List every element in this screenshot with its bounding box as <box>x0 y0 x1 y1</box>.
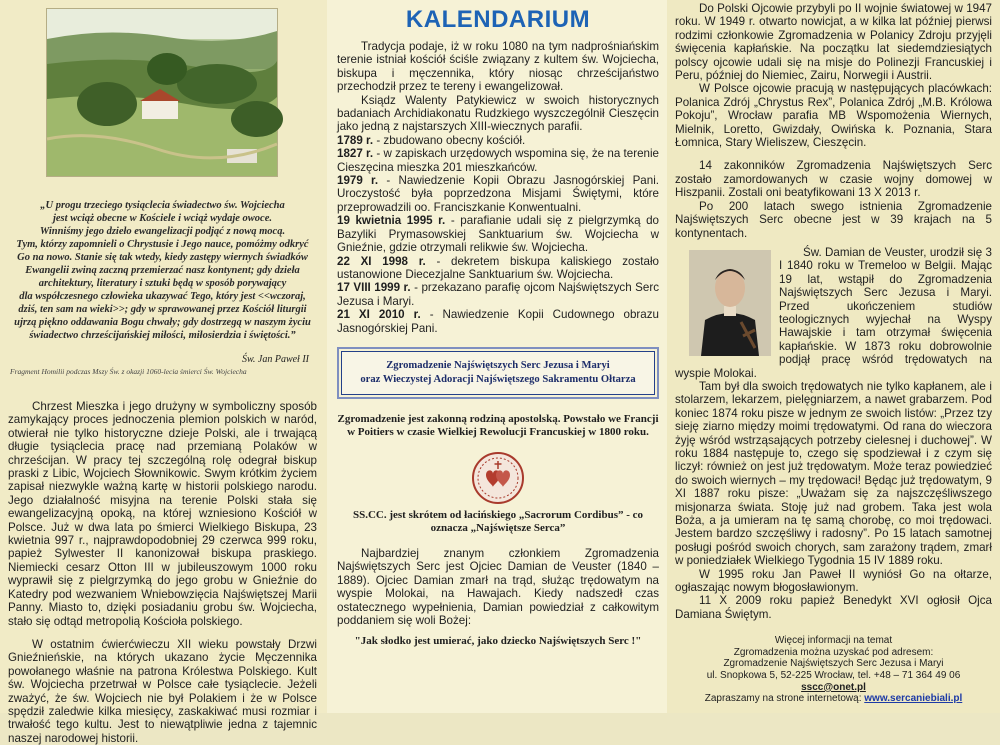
congregation-title-box <box>341 351 655 395</box>
quote-line: jest wciąż obecne w Kościele i wciąż wydaje owoce. <box>52 213 272 224</box>
quote-line: Ewangelii zwiną zacznq przemierzać nasz kontynent; gdy dzieła <box>25 265 300 276</box>
quote-line: „U progu trzeciego tysiąclecia świadectwo św. Wojciecha <box>40 200 285 211</box>
paragraph-damian-work: Tam był dla swoich trędowatych nie tylko kapłanem, ale i stolarzem, lekarzem, pielęgniarzem, a nawet grabarzem. Pod koniec 1874 roku pisze w jednym ze swoich listów: „Przez tzy sieję ziarno między moimi trędowatymi. Od rana do wieczora żyję wśród wstrząsających potrzeby cielesnej i duchowej”. W roku 1884 następuje to, czego się spodziewał i z czym się liczył: również on jest już trędowatym. Może teraz powiedzieć do swoich wiernych – my trędowaci! Będąc już trędowatym, 9 XI 1887 roku pisze: „Uważam się za najszczęśliwszego misjonarza świata. Stoję już nad grobem. Taka jest wola Boża, a ja umieram na tę samą chorobę, co moi trędowaci. Jestem bardzo szczęśliwy i radosny”. Po 15 latach samotnej posługi pośród swoich chorych, sam zarażony trądem, zmarł w poniedziałek Wielkiego Tygodnia 15 IV 1889 roku. <box>675 379 992 568</box>
website-link[interactable]: www.sercaniebiali.pl <box>864 693 963 705</box>
quote-line: dziś, ten sam na wieki>>; gdy w sprawowanej przez Kościół liturgii <box>18 304 307 315</box>
calendar-entry: 1789 r. - zbudowano obecny kościół. <box>337 133 526 147</box>
quote-line: ujrzą piękno oddawania Bogu chwały; gdy dostrzegą w naszym życiu <box>14 317 311 328</box>
quote-signature: Św. Jan Paweł II <box>241 354 309 365</box>
paragraph-martyrs: 14 zakonników Zgromadzenia Najświętszych Serc zostało zamordowanych w czasie wojny domowej w Hiszpanii. Zostali oni beatyfikowani 13 X 2013 r. <box>675 159 992 200</box>
right-panel <box>667 0 1000 713</box>
paragraph-canonization: 11 X 2009 roku papież Benedykt XVI ogłosił Ojca Damiana Świętym. <box>675 594 992 621</box>
middle-panel <box>327 0 667 713</box>
calendar-entry: 1827 r. - w zapiskach urzędowych wspomina się, że na terenie Cieszęcina mieszka 201 mieszkańców. <box>337 147 660 174</box>
congregation-intro: Zgromadzenie jest zakonną rodziną apostolską. Powstało we Francji w Poitiers w czasie Wielkiej Rewolucji Francuskiej w 1800 roku. <box>337 412 659 438</box>
quote-source: Fragment Homilii podczas Mszy Św. z okazji 1060-lecia śmierci Św. Wojciecha <box>10 367 247 376</box>
contact-line: Zapraszamy na strone internetową: www.sercaniebiali.pl <box>704 693 963 705</box>
contact-line: Więcej informacji na temat <box>774 635 893 647</box>
quote-line: Go na nowo. Stanie się tak wtedy, kiedy zastępy wiernych świadków <box>17 252 308 263</box>
closing-quote: "Jak słodko jest umierać, jako dziecko Najświętszych Serc !" <box>354 635 642 648</box>
paragraph-baptism: Chrzest Mieszka i jego drużyny w symboliczny sposób zamykający proces jednoczenia plemion polskich w naród, otwierał nie tylko historyczne dzieje Polski, ale i trwającą długie tysiąclecia pracę nad przemianą Polaków w chrześcijan. W pracy tej szczególną rolę odegrał biskup praski z Libic, Wojciech Słownikowic. Swym krótkim życiem zapisał niezwykle ważną kartę w historii polskiego narodu. Jego działalność misyjna na terenie Polski stała się ewangelizacyjną opoką, na której wzniesiono Kościół w Polsce. Już w dwa lata po śmierci Wielkiego Biskupa, 23 kwietnia 997 r., najprawdopodobniej 29 czerwca 999 roku, papież Sylwester II kanonizował biskupa praskiego. Niemiecki cesarz Otton III w jubileuszowym 1000 roku wyprawił się z pielgrzymką do jego grobu w Gnieźnie do Katedry pod wezwaniem Wniebowzięcia Najświętszej Marii Panny. Miasto to, dzięki posiadaniu grobu św. Wojciecha, stało się odtąd metropolią Kościoła polskiego. <box>8 400 317 628</box>
quote-line: Winniśmy jego dzieło ewangelizacji podjąć z nową mocą. <box>39 226 286 237</box>
contact-line: ul. Snopkowa 5, 52-225 Wrocław, tel. +48 – 71 364 49 06 <box>706 670 961 682</box>
sscc-abbreviation: SS.CC. jest skrótem od łacińskiego „Sacrorum Cordibus” - co oznacza „Najświętsze Serca” <box>352 508 644 534</box>
left-panel <box>0 0 327 745</box>
paragraph-gniezno-doors: W ostatnim ćwierćwieczu XII wieku powstały Drzwi Gnieźnieńskie, na których ukazano życie Męczennika powołanego właśnie na patrona Królestwa Polskiego. Kult św. Wojciecha przetrwał w Polsce całe tysiąclecie. Jeżeli zważyć, że św. Wojciech nie był Polakiem i że w Polsce spędził zaledwie kilka miesięcy, zaskakiwać musi rozmiar i trwałość tego kultu. Jest to niewątpliwie jedna z tajemnic naszej narodowej historii. <box>8 637 317 745</box>
box-title-line: oraz Wieczystej Adoracji Najświętszego Sakramentu Ołtarza <box>360 373 636 385</box>
paragraph-damian-bio: Św. Damian de Veuster, urodził się 3 I 1840 roku w Tremeloo w Belgii. Mając 19 lat, wstąpił do Zgromadzenia Najświętszych Serc Jezusa i Maryi. Przed ukończeniem studiów teologicznych wyjechał na Wyspy Hawajskie i tam otrzymał święcenia kapłańskie. W 1873 roku dobrowolnie podjął pracę wśród trędowatych na wyspie Molokai. <box>675 245 992 380</box>
calendar-entry: 17 VIII 1999 r. - przekazano parafię ojcom Najświętszych Serc Jezusa i Maryi. <box>337 281 659 308</box>
contact-line: Zgromadzenia można uzyskać pod adresem: <box>733 646 934 658</box>
quote-line: dla współczesnego człowieka ukazywać Tego, który jest <<wczoraj, <box>19 291 306 302</box>
quote-line: architektury, literatury i sztuki będą w sposób porywający <box>38 278 287 289</box>
paragraph-presence: Po 200 latach swego istnienia Zgromadzenie Najświętszych Serc obecne jest w 39 krajach na 5 kontynentach. <box>675 199 992 240</box>
quote-line: Tym, którzy zapomnieli o Chrystusie i Jego nauce, pomóżmy odkryć <box>16 239 309 250</box>
intro-paragraph-2: Ksiądz Walenty Patykiewicz w swoich historycznych badaniach Archidiakonatu Rudzkiego wyszczególnił Cieszęcin jako jedną z najstarszych XIII-wiecznych parafii. <box>337 93 659 134</box>
quote-line: świadectwo chrześcijańskiej miłości, miłosierdzia i świętości.” <box>29 330 296 341</box>
paragraph-placements: W Polsce ojcowie pracują w następujących placówkach: Polanica Zdrój „Chrystus Rex”, Polanica Zdrój „M.B. Królowa Pokoju”, Wrocław parafia MB Wspomożenia Wiernych, Mielnik, Loretto, Gwizdały, Owińska k. Poznania, Stara Łomnica, Stary Wieliszew, Cieszęcin. <box>675 82 992 150</box>
email-link[interactable]: sscc@onet.pl <box>801 681 866 693</box>
damian-paragraph: Najbardziej znanym członkiem Zgromadzenia Najświętszych Serc jest Ojciec Damian de Veuster (1840 – 1889). Ojciec Damian zmarł na trąd, służąc trędowatym na wyspie Molokai, na Hawajach. Kiedy nadszedł czas ostatecznego wypełnienia, Damian powiedział z całkowitym poddaniem się woli Bożej: <box>337 546 659 627</box>
paragraph-beatification: W 1995 roku Jan Paweł II wyniósł Go na ołtarze, ogłaszając nowym błogosławionym. <box>675 567 992 595</box>
sscc-emblem-icon <box>471 451 525 505</box>
paragraph-arrival: Do Polski Ojcowie przybyli po II wojnie światowej w 1947 roku. W 1949 r. otwarto nowicjat, a w kilka lat później pierwsi rodzimi członkowie Zgromadzenia w Polanicy Zdroju przyjęli święcenia kapłańskie. Na początku lat siedemdziesiątych polscy ojcowie udali się na misje do Polinezji Francuskiej i Peru, później do Niemiec, Zairu, Norwegii i Austrii. <box>675 2 992 83</box>
intro-paragraph: Tradycja podaje, iż w roku 1080 na tym nadprośniańskim terenie istniał kościół ściśle związany z kultem św. Wojciecha, biskupa i męczennika, który niosąc chrześcijaństwo przechodził przez te tereny i ewangelizował. <box>337 40 659 94</box>
calendar-entry: 19 kwietnia 1995 r. - parafianie udali się z pielgrzymką do Bazyliki Prymasowskiej Sanktuarium św. Wojciecha w Gnieźnie, gdzie otrzymali relikwie św. Wojciecha. <box>337 214 659 255</box>
calendar-list <box>337 134 659 335</box>
damian-portrait <box>689 250 771 356</box>
box-title-line: Zgromadzenie Najświętszych Serc Jezusa i Maryi <box>386 359 610 371</box>
page-title: KALENDARIUM <box>405 6 591 33</box>
calendar-entry: 1979 r. - Nawiedzenie Kopii Obrazu Jasnogórskiej Pani. Uroczystość była poprzedzona Misjami Świętymi, które przeprowadzili oo. Franciszkanie Konwentualni. <box>337 174 659 214</box>
calendar-entry: 22 XI 1998 r. - dekretem biskupa kaliskiego zostało ustanowione Diecezjalne Sanktuarium św. Wojciecha. <box>337 254 659 281</box>
contact-block <box>675 635 992 705</box>
contact-line: Zgromadzenie Najświętszych Serc Jezusa i Maryi <box>723 658 944 670</box>
landscape-photo <box>46 8 278 177</box>
calendar-entry: 21 XI 2010 r. - Nawiedzenie Kopii Cudownego obrazu Jasnogórskiej Pani. <box>337 308 659 335</box>
quote-block <box>8 199 317 342</box>
